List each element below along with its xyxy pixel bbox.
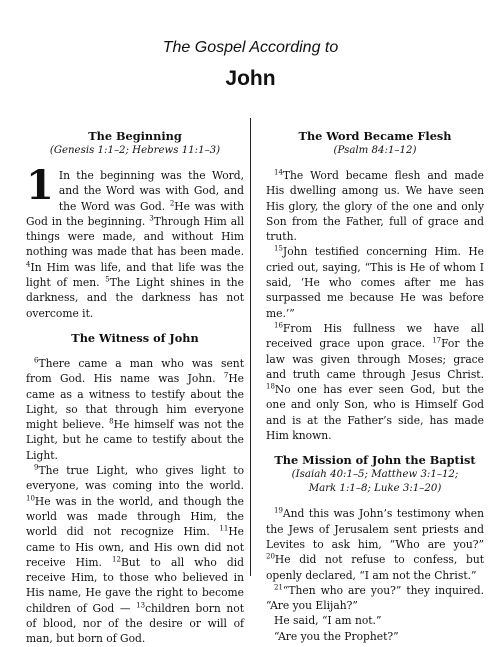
verse-number: 3 — [149, 214, 154, 223]
verse-paragraph: $^9$The true Light, who gives light to everyone, was coming into the world. $^{10}$He was in the world, and though the world was made through Him, the world did not recognize Him. $^{11}$He came to His own, and His own did not receive Him. $^{12}$But to all who did receive Him, to those who believed in His name, He gave the right to become children of God — $^{13}$children born not of blood, nor of the desire or will of man, but born of God. — [26, 463, 244, 646]
cross-references: (Psalm 84:1–12) — [333, 145, 417, 156]
book-subtitle: The Gospel According to — [162, 39, 339, 56]
verse-number: 18 — [266, 382, 275, 391]
verse-number: 16 — [274, 321, 283, 330]
verse-number: 20 — [266, 552, 275, 561]
verse-number: 19 — [274, 506, 283, 515]
verse-number: 21 — [274, 583, 283, 592]
verse-paragraph: $^{19}$And this was John’s testimony when the Jews of Jerusalem sent priests and Levites to ask him, “Who are you?” $^{20}$He did not refuse to confess, but openly declared, “I am not the Christ.” — [266, 506, 484, 582]
verse-paragraph: $^6$There came a man who was sent from God. His name was John. $^7$He came as a witness to testify about the Light, so that through him everyone might believe. $^8$He himself was not the Light, but he came to testify about the Light. — [26, 356, 244, 462]
cross-references: (Genesis 1:1–2; Hebrews 11:1–3) — [49, 145, 221, 156]
verse-paragraph: $^{21}$“Then who are you?” they inquired. “Are you Elijah?” — [266, 583, 484, 613]
section-heading-mission-of-john: The Mission of John the Baptist — [274, 453, 476, 468]
verse-number: 10 — [26, 494, 35, 503]
verse-number: 5 — [105, 275, 110, 284]
dialogue-line: “Are you the Prophet?” — [274, 629, 399, 643]
verse-paragraph: $^{15}$John testified concerning Him. He cried out, saying, “This is He of whom I said, ‘He who comes after me has surpassed me because He was before me.’” — [266, 244, 484, 320]
section-heading-word-became-flesh: The Word Became Flesh — [298, 129, 452, 143]
left-column — [26, 128, 244, 647]
verse-number: 13 — [136, 601, 146, 610]
cross-references-line2: Mark 1:1–8; Luke 3:1–20) — [308, 483, 442, 495]
section-heading-the-beginning: The Beginning — [88, 129, 182, 143]
chapter-number: 1 — [26, 162, 54, 209]
book-title: John — [225, 67, 276, 90]
verse-number: 15 — [274, 244, 283, 253]
verse-paragraph: $^{14}$The Word became flesh and made His dwelling among us. We have seen His glory, the glory of the one and only Son from the Father, full of grace and truth. — [266, 168, 484, 244]
verse-number: 7 — [223, 371, 229, 380]
verse-number: 12 — [112, 555, 121, 564]
verse-paragraph: 1 In the beginning was the Word, and the Word was with God, and the Word was God. $^2$He was with God in the beginning. $^3$Through Him all things were made, and without Him nothing was made that has been made. $^4$In Him was life, and that life was the light of men. $^5$The Light shines in the darkness, and the darkness has not overcome it. — [26, 162, 244, 320]
dialogue-line: He said, “I am not.” — [274, 614, 382, 628]
verse-number: 2 — [169, 199, 175, 208]
column-divider — [250, 118, 251, 576]
verse-number: 6 — [34, 356, 39, 365]
verse-paragraph: $^{16}$From His fullness we have all received grace upon grace. $^{17}$For the law was given through Moses; grace and truth came through Jesus Christ. $^{18}$No one has ever seen God, but the one and only Son, who is Himself God and is at the Father’s side, has made Him known. — [266, 321, 484, 443]
verse-number: 17 — [432, 336, 442, 345]
page-header — [0, 38, 501, 92]
cross-references-line1: (Isaiah 40:1–5; Matthew 3:1–12; — [291, 469, 459, 481]
right-column — [266, 128, 484, 644]
verse-number: 11 — [219, 524, 229, 533]
section-heading-witness-of-john: The Witness of John — [71, 330, 199, 345]
verse-number: 9 — [34, 463, 39, 472]
verse-number: 4 — [26, 260, 31, 269]
verse-number: 14 — [274, 168, 283, 177]
verse-number: 8 — [109, 417, 114, 426]
